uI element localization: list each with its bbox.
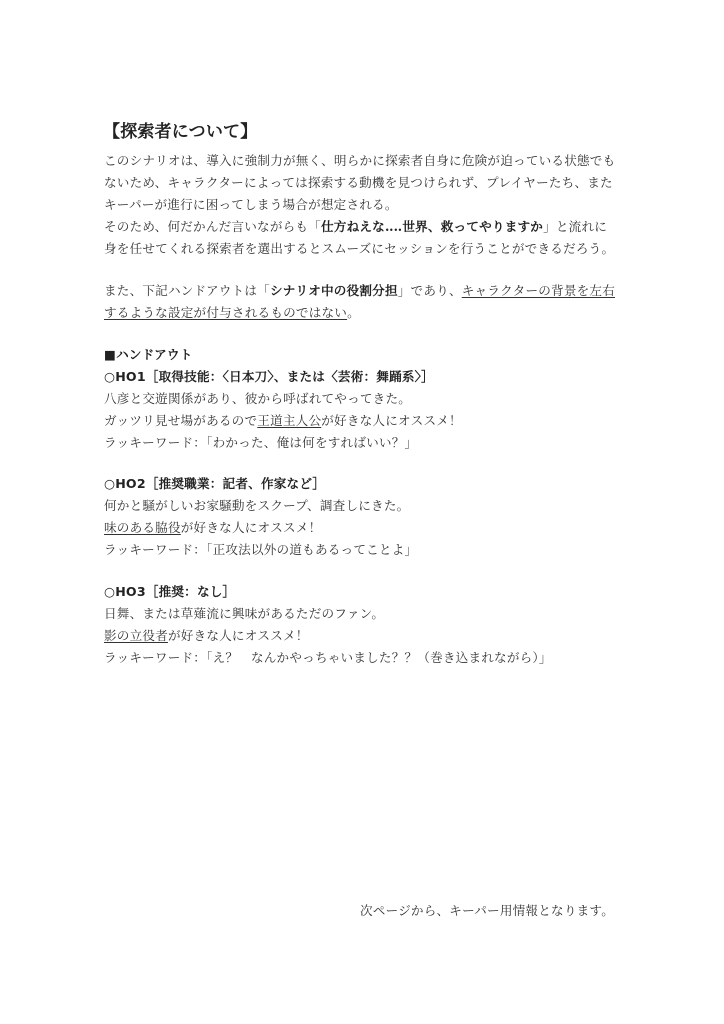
- emphasis-role: シナリオ中の役割分担: [269, 283, 398, 298]
- paragraph-line: ないため、キャラクターによっては探索する動機を見つけられず、プレイヤーたち、また: [104, 175, 613, 190]
- text-run: 」であり、: [397, 283, 462, 298]
- emphasis-quote: 仕方ねえな‥‥世界、救ってやりますか: [321, 219, 544, 234]
- paragraph-line: このシナリオは、導入に強制力が無く、明らかに探索者自身に危険が迫っている状態でも: [104, 153, 616, 168]
- underlined-text: 味のある脇役: [104, 520, 181, 535]
- ho2-description: 何かと騒がしいお家騒動をスクープ、調査しにきた。: [104, 498, 410, 513]
- text-run: が好きな人にオススメ！: [180, 520, 322, 535]
- paragraph-line: [104, 283, 615, 299]
- paragraph-line: 身を任せてくれる探索者を選出するとスムーズにセッションを行うことができるだろう。: [104, 241, 615, 256]
- text-run: 」と流れに: [543, 219, 608, 234]
- text-run: 。: [347, 305, 360, 320]
- paragraph-line: キーパーが進行に困ってしまう場合が想定される。: [104, 197, 398, 212]
- ho1-description: 八彦と交遊関係があり、彼から呼ばれてやってきた。: [104, 391, 412, 406]
- underlined-text: 王道主人公: [257, 413, 322, 428]
- ho3-recommendation: [104, 628, 309, 644]
- text-run: ガッツリ見せ場があるので: [104, 413, 258, 428]
- text-run: また、下記ハンドアウトは「: [104, 283, 270, 298]
- ho1-recommendation: [104, 413, 462, 429]
- text-run: が好きな人にオススメ！: [167, 628, 309, 643]
- ho3-lucky-word: ラッキーワード：「え？ なんかやっちゃいました？？（巻き込まれながら）」: [104, 650, 552, 665]
- ho2-title: ○HO2［推奨職業：記者、作家など］: [104, 476, 326, 491]
- ho3-title: ○HO3［推奨：なし］: [104, 584, 236, 599]
- ho1-title: ○HO1［取得技能：〈日本刀〉、または〈芸術：舞踊系〉］: [104, 369, 434, 384]
- underlined-text: キャラクターの背景を左右: [461, 283, 616, 298]
- footer-note: 次ページから、キーパー用情報となります。: [360, 903, 614, 918]
- ho2-recommendation: [104, 520, 321, 536]
- text-run: そのため、何だかんだ言いながらも「: [104, 219, 321, 234]
- ho2-lucky-word: ラッキーワード：「正攻法以外の道もあるってことよ」: [104, 542, 418, 557]
- text-run: が好きな人にオススメ！: [321, 413, 462, 428]
- section-title: 【探索者について】: [103, 122, 258, 142]
- underlined-text: 影の立役者: [104, 628, 168, 643]
- ho3-description: 日舞、または草薙流に興味があるただのファン。: [104, 606, 385, 621]
- handout-heading: ■ハンドアウト: [104, 347, 193, 362]
- paragraph-line: [104, 219, 607, 235]
- paragraph-line: [104, 305, 360, 321]
- ho1-lucky-word: ラッキーワード：「わかった、俺は何をすればいい？」: [104, 435, 418, 450]
- underlined-text: するような設定が付与されるものではない: [104, 305, 348, 320]
